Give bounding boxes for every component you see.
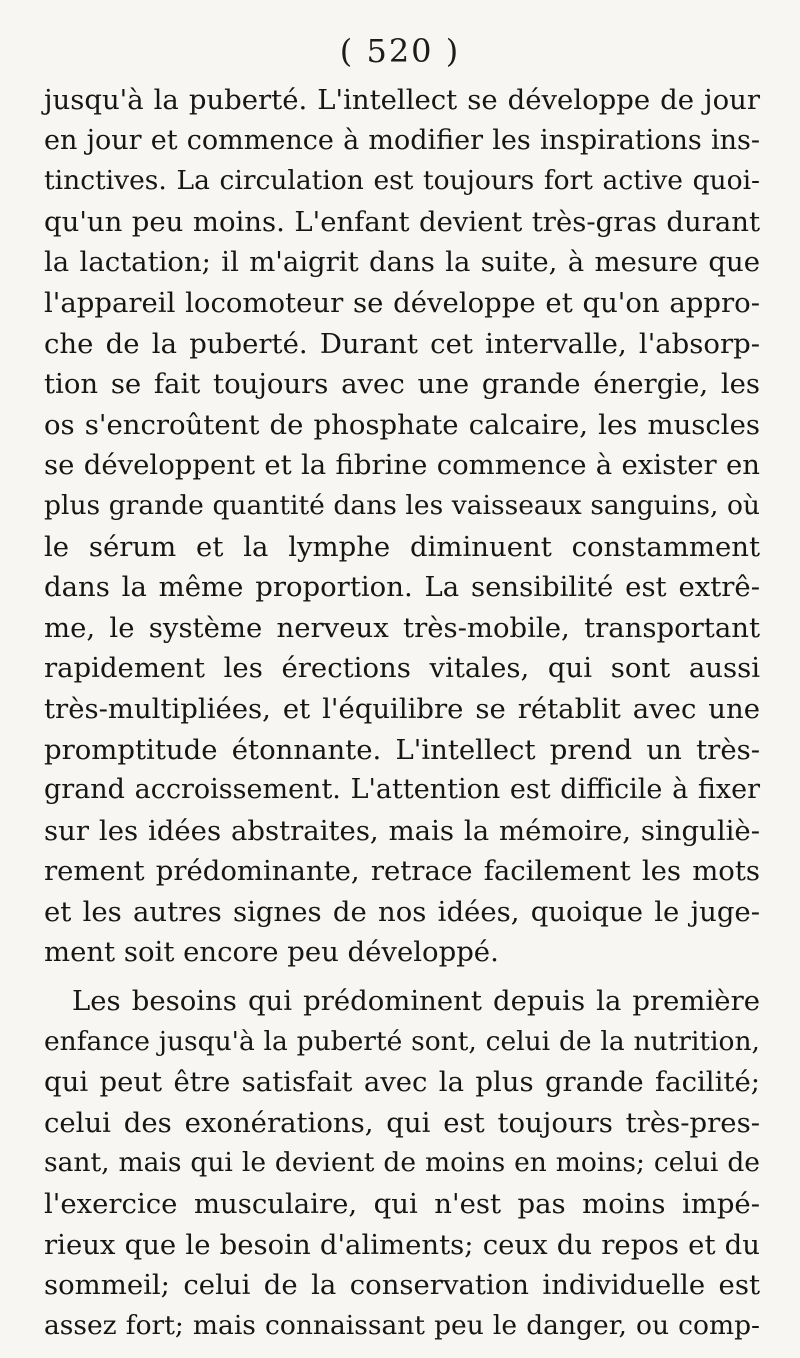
text-line: jusqu'à la puberté. L'intellect se développe de jour [44,84,760,116]
text-line: dans la même proportion. La sensibilité est extrê- [44,571,760,604]
text-line: Les besoins qui prédominent depuis la première [72,985,760,1018]
text-line: qui peut être satisfait avec la plus grande facilité; [44,1066,760,1099]
text-line: enfance jusqu'à la puberté sont, celui de la nutrition, [44,1025,760,1057]
text-line: l'exercice musculaire, qui n'est pas moins impé- [44,1188,760,1221]
paragraph-1 [44,80,760,973]
page-number: ( 520 ) [339,32,461,70]
text-line: sant, mais qui le devient de moins en moins; celui de [44,1147,760,1179]
text-line: che de la puberté. Durant cet intervalle, l'absorp- [44,327,760,360]
text-line: tinctives. La circulation est toujours fort active quoi- [44,165,760,197]
text-line: promptitude étonnante. L'intellect prend un très- [44,733,760,766]
text-line: assez fort; mais connaissant peu le danger, ou comp- [44,1309,760,1341]
text-line: rement prédominante, retrace facilement les mots [44,855,760,888]
text-line: tion se fait toujours avec une grande énergie, les [44,368,760,401]
text-line: très-multipliées, et l'équilibre se rétablit avec une [44,692,760,725]
text-line: rapidement les érections vitales, qui sont aussi [44,652,760,685]
text-line: le sérum et la lymphe diminuent constamment [44,530,760,563]
text-line: ment soit encore peu développé. [44,936,499,969]
paragraph-2 [44,981,760,1346]
text-line: celui des exonérations, qui est toujours très-pres- [44,1106,760,1139]
text-line: grand accroissement. L'attention est difficile à fixer [44,774,760,806]
text-line: et les autres signes de nos idées, quoique le juge- [44,895,760,928]
text-line: rieux que le besoin d'aliments; ceux du repos et du [44,1228,760,1261]
body-text [44,80,760,1346]
text-line: la lactation; il m'aigrit dans la suite, à mesure que [44,246,760,279]
text-line: qu'un peu moins. L'enfant devient très-gras durant [44,205,760,238]
text-line: l'appareil locomoteur se développe et qu'on appro- [44,286,760,319]
text-line: sur les idées abstraites, mais la mémoire, singuliè- [44,814,760,847]
text-line: os s'encroûtent de phosphate calcaire, les muscles [44,408,760,441]
text-line: me, le système nerveux très-mobile, transportant [44,611,760,644]
text-line: sommeil; celui de la conservation individuelle est [44,1269,760,1302]
text-line: se développent et la fibrine commence à exister en [44,449,760,482]
text-line: plus grande quantité dans les vaisseaux sanguins, où [44,489,760,521]
text-line: en jour et commence à modifier les inspirations ins- [44,124,760,156]
